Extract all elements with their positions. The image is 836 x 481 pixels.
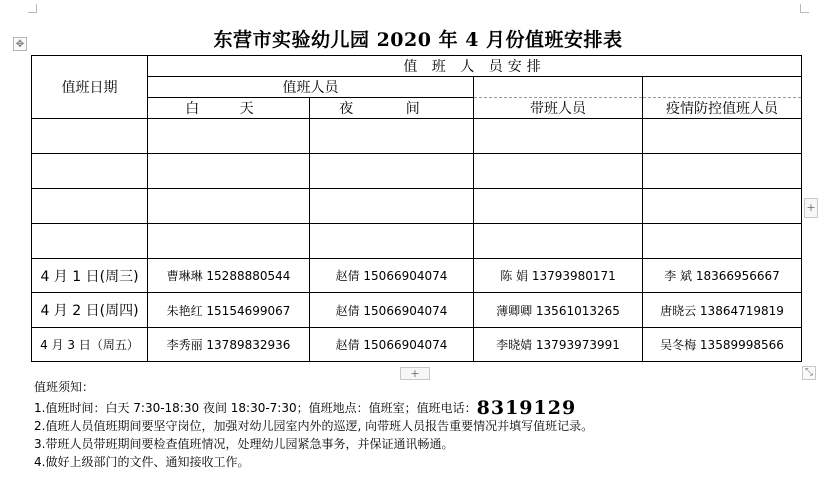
notes-item-1-text: 1.值班时间：白天 7:30-18:30 夜间 18:30-7:30；值班地点：值班室；值班电话： — [34, 401, 477, 415]
table-row — [32, 293, 802, 328]
table-cell[interactable] — [148, 119, 310, 154]
header-duty-date: 值班日期 — [32, 56, 148, 119]
duty-date-cell[interactable]: 4 月 1 日(周三) — [32, 259, 148, 293]
table-row-empty — [32, 154, 802, 189]
table-cell[interactable] — [643, 189, 802, 224]
leader-cell[interactable]: 薄卿卿 13561013265 — [474, 293, 643, 328]
table-cell[interactable] — [474, 119, 643, 154]
table-cell[interactable] — [310, 154, 474, 189]
duty-date-cell[interactable]: 4 月 3 日（周五） — [32, 328, 148, 362]
notes-item-4: 4.做好上级部门的文件、通知接收工作。 — [34, 455, 250, 469]
notes-item-1 — [34, 399, 593, 417]
table-row-empty — [32, 224, 802, 259]
table-row — [32, 259, 802, 293]
table-cell[interactable] — [643, 119, 802, 154]
day-staff-cell[interactable]: 李秀丽 13789832936 — [148, 328, 310, 362]
epidemic-staff-cell[interactable]: 李 斌 18366956667 — [643, 259, 802, 293]
table-cell[interactable] — [643, 224, 802, 259]
table-cell[interactable] — [310, 189, 474, 224]
header-day-shift: 白 天 — [148, 98, 310, 119]
table-cell[interactable] — [32, 119, 148, 154]
duty-notes — [34, 378, 593, 471]
table-cell[interactable] — [643, 154, 802, 189]
leader-cell[interactable]: 李晓婧 13793973991 — [474, 328, 643, 362]
add-column-button[interactable]: + — [804, 198, 818, 218]
day-staff-cell[interactable]: 朱艳红 15154699067 — [148, 293, 310, 328]
header-shift-leader: 带班人员 — [474, 98, 643, 119]
table-cell[interactable] — [32, 154, 148, 189]
header-blank-leader — [474, 77, 643, 98]
header-duty-staff: 值班人员 — [148, 77, 474, 98]
table-cell[interactable] — [474, 154, 643, 189]
header-epidemic-staff: 疫情防控值班人员 — [643, 98, 802, 119]
night-staff-cell[interactable]: 赵倩 15066904074 — [310, 259, 474, 293]
header-night-shift: 夜 间 — [310, 98, 474, 119]
duty-phone-number: 8319129 — [476, 397, 577, 419]
leader-cell[interactable]: 陈 娟 13793980171 — [474, 259, 643, 293]
table-row-empty — [32, 189, 802, 224]
document-title: 东营市实验幼儿园 2020 年 4 月份值班安排表 — [213, 29, 623, 51]
day-staff-cell[interactable]: 曹琳琳 15288880544 — [148, 259, 310, 293]
table-cell[interactable] — [148, 224, 310, 259]
table-row-empty — [32, 119, 802, 154]
table-row — [32, 328, 802, 362]
table-cell[interactable] — [474, 189, 643, 224]
duty-schedule-table — [31, 55, 802, 362]
night-staff-cell[interactable]: 赵倩 15066904074 — [310, 293, 474, 328]
night-staff-cell[interactable]: 赵倩 15066904074 — [310, 328, 474, 362]
header-blank-epidemic — [643, 77, 802, 98]
duty-date-cell[interactable]: 4 月 2 日(周四) — [32, 293, 148, 328]
table-move-icon[interactable]: ✥ — [13, 37, 27, 51]
table-cell[interactable] — [310, 119, 474, 154]
table-cell[interactable] — [310, 224, 474, 259]
header-duty-arrangement: 值 班 人 员安排 — [148, 56, 802, 77]
page-corner-mark-left — [28, 4, 37, 13]
page-corner-mark-right — [800, 4, 809, 13]
table-resize-icon[interactable]: ⤡ — [802, 366, 816, 380]
table-cell[interactable] — [474, 224, 643, 259]
table-cell[interactable] — [32, 224, 148, 259]
add-row-button[interactable]: + — [400, 367, 430, 380]
notes-item-2: 2.值班人员值班期间要坚守岗位，加强对幼儿园室内外的巡逻, 向带班人员报告重要情况并填写值班记录。 — [34, 419, 594, 433]
table-cell[interactable] — [148, 154, 310, 189]
table-cell[interactable] — [32, 189, 148, 224]
epidemic-staff-cell[interactable]: 唐晓云 13864719819 — [643, 293, 802, 328]
epidemic-staff-cell[interactable]: 吴冬梅 13589998566 — [643, 328, 802, 362]
notes-item-3: 3.带班人员带班期间要检查值班情况，处理幼儿园紧急事务，并保证通讯畅通。 — [34, 437, 454, 451]
notes-heading: 值班须知： — [34, 380, 95, 394]
table-cell[interactable] — [148, 189, 310, 224]
